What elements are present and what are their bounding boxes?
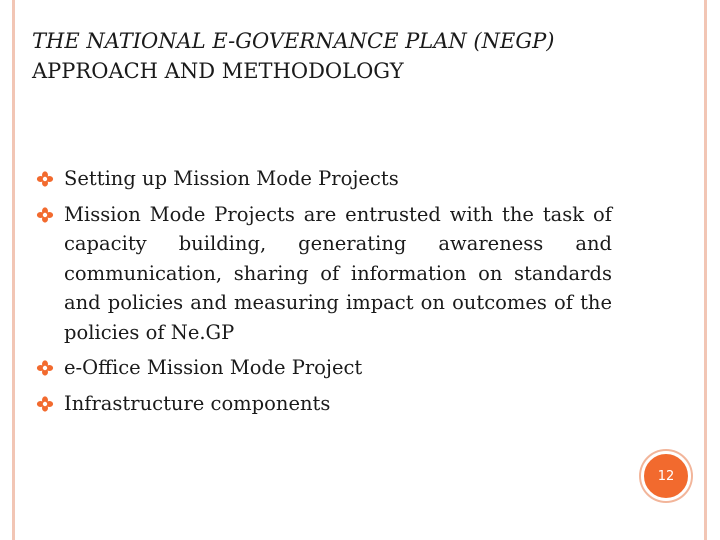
bullet-item bbox=[34, 200, 612, 348]
page-number-badge: 12 bbox=[641, 451, 691, 501]
bullet-list bbox=[34, 164, 612, 424]
bullet-text: Mission Mode Projects are entrusted with the task of capacity building, generating awareness and communication, sharing of information on standards and policies and measuring impact on outcomes of the policies of Ne.GP bbox=[64, 202, 612, 344]
flower-bullet-icon bbox=[36, 396, 54, 412]
title-line-2: APPROACH AND METHODOLOGY bbox=[32, 59, 404, 83]
title-line-1: THE NATIONAL E-GOVERNANCE PLAN (NEGP) bbox=[32, 29, 555, 53]
bullet-item bbox=[34, 353, 612, 383]
bullet-item bbox=[34, 164, 612, 194]
slide-frame-right bbox=[704, 0, 707, 540]
slide-frame-left bbox=[12, 0, 15, 540]
flower-bullet-icon bbox=[36, 171, 54, 187]
flower-bullet-icon bbox=[36, 207, 54, 223]
bullet-text: e-Office Mission Mode Project bbox=[64, 356, 363, 379]
bullet-text: Setting up Mission Mode Projects bbox=[64, 167, 399, 190]
slide-title bbox=[32, 26, 682, 86]
flower-bullet-icon bbox=[36, 360, 54, 376]
bullet-item bbox=[34, 389, 612, 419]
bullet-text: Infrastructure components bbox=[64, 391, 331, 415]
